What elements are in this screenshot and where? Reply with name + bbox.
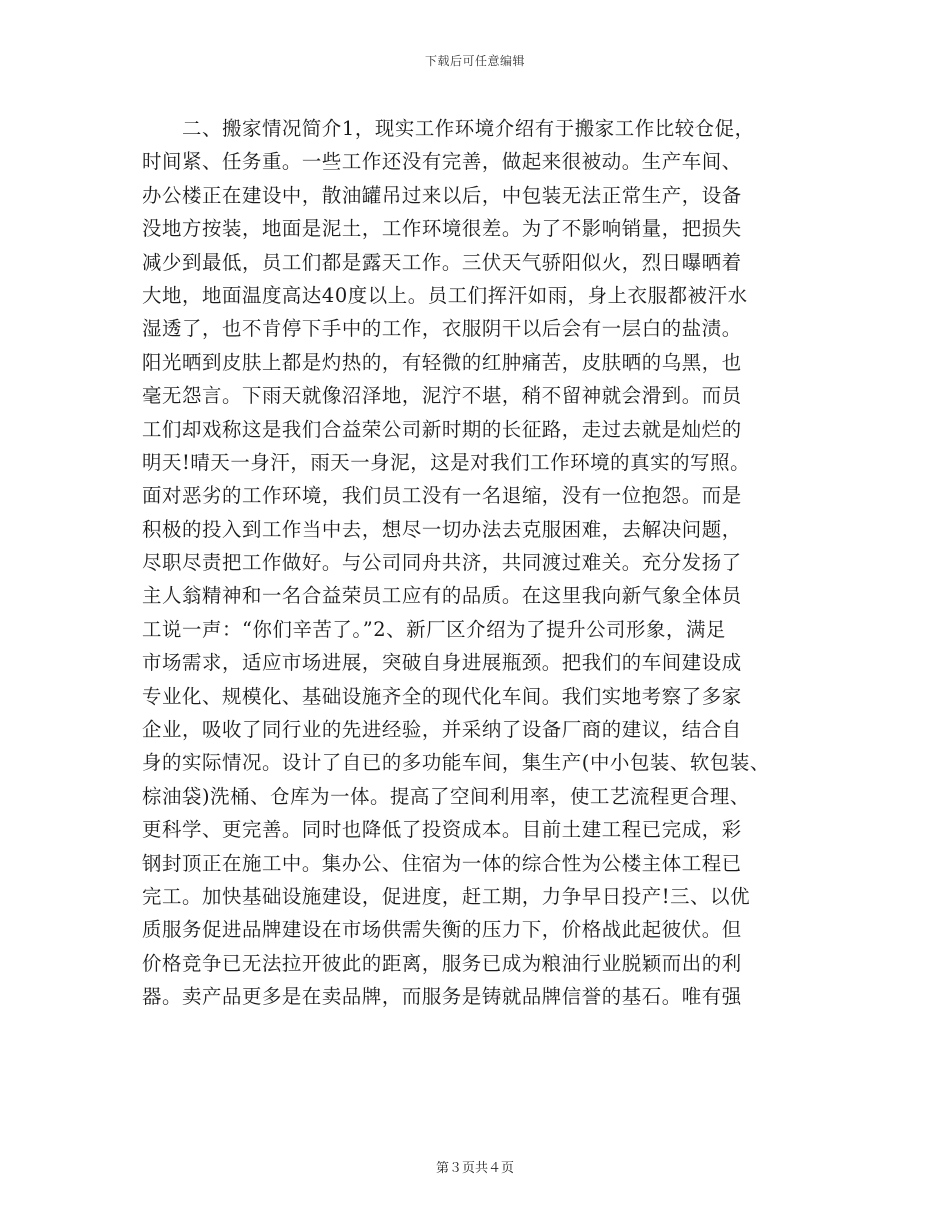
text-line: 积极的投入到工作当中去，想尽一切办法去克服困难，去解决问题，: [142, 517, 742, 541]
page-footer: 第３页共４页: [435, 1161, 514, 1176]
text-line: 市场需求，适应市场进展，突破自身进展瓶颈。把我们的车间建设成: [142, 651, 742, 675]
text-line: 专业化、规模化、基础设施齐全的现代化车间。我们实地考察了多家: [142, 684, 742, 708]
text-line: 减少到最低，员工们都是露天工作。三伏天气骄阳似火，烈日曝晒着: [142, 250, 742, 274]
text-line: 身的实际情况。设计了自已的多功能车间，集生产(中小包装、软包装、: [142, 751, 770, 775]
text-line: 毫无怨言。下雨天就像沼泽地，泥泞不堪，稍不留神就会滑到。而员: [142, 384, 742, 408]
text-line: 大地，地面温度高达40度以上。员工们挥汗如雨，身上衣服都被汗水: [142, 283, 748, 307]
text-line: 价格竞争已无法拉开彼此的距离，服务已成为粮油行业脱颖而出的利: [142, 951, 742, 975]
text-line: 主人翁精神和一名合益荣员工应有的品质。在这里我向新气象全体员: [142, 584, 742, 608]
body-text: [142, 112, 812, 1014]
text-line: 没地方按装，地面是泥土，工作环境很差。为了不影响销量，把损失: [142, 217, 742, 241]
text-line: 质服务促进品牌建设在市场供需失衡的压力下，价格战此起彼伏。但: [142, 918, 742, 942]
text-line: 阳光晒到皮肤上都是灼热的，有轻微的红肿痛苦，皮肤晒的乌黑，也: [142, 350, 742, 374]
text-line: 工们却戏称这是我们合益荣公司新时期的长征路，走过去就是灿烂的: [142, 417, 742, 441]
text-line: 钢封顶正在施工中。集办公、住宿为一体的综合性为公楼主体工程已: [142, 851, 742, 875]
text-line: 时间紧、任务重。一些工作还没有完善，做起来很被动。生产车间、: [142, 150, 742, 174]
text-line: 面对恶劣的工作环境，我们员工没有一名退缩，没有一位抱怨。而是: [142, 484, 742, 508]
text-line: 湿透了，也不肯停下手中的工作，衣服阴干以后会有一层白的盐渍。: [142, 317, 742, 341]
text-line: 棕油袋)洗桶、仓库为一体。提高了空间利用率，使工艺流程更合理、: [142, 784, 750, 808]
text-line: 工说一声：“你们辛苦了。”2、新厂区介绍为了提升公司形象，满足: [142, 617, 726, 641]
page-header: 下载后可任意编辑: [424, 54, 525, 68]
text-line: 完工。加快基础设施建设，促进度，赶工期，力争早日投产!三、以优: [142, 884, 751, 908]
text-line: 器。卖产品更多是在卖品牌，而服务是铸就品牌信誉的基石。唯有强: [142, 985, 742, 1009]
text-line: 明天!晴天一身汗，雨天一身泥，这是对我们工作环境的真实的写照。: [142, 450, 751, 474]
text-line: 更科学、更完善。同时也降低了投资成本。目前土建工程已完成，彩: [142, 818, 742, 842]
text-line: 尽职尽责把工作做好。与公司同舟共济，共同渡过难关。充分发扬了: [142, 551, 742, 575]
text-line: 二、搬家情况简介1，现实工作环境介绍有于搬家工作比较仓促，: [142, 117, 755, 140]
text-line: 办公楼正在建设中，散油罐吊过来以后，中包装无法正常生产，设备: [142, 183, 742, 207]
text-line: 企业，吸收了同行业的先进经验，并采纳了设备厂商的建议，结合自: [142, 718, 742, 742]
